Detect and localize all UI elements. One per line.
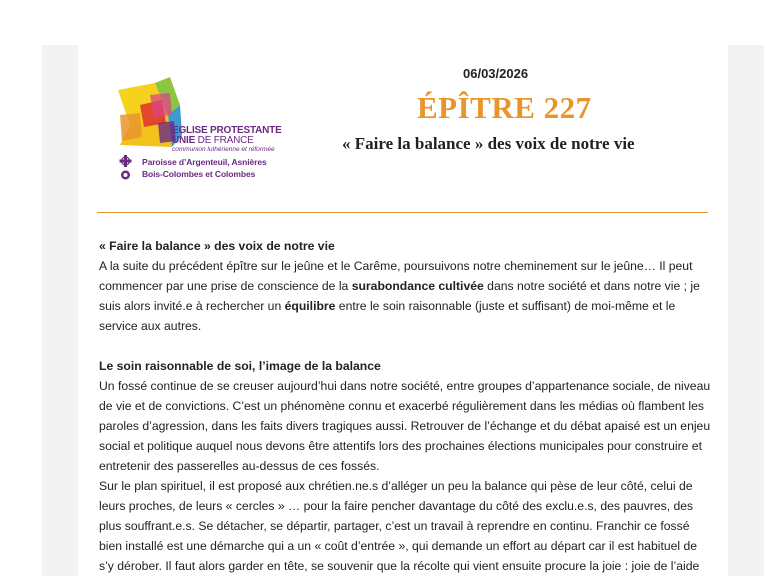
section-heading: « Faire la balance » des voix de notre vie: [99, 239, 335, 253]
logo-line2: UNIE DE FRANCE: [172, 135, 254, 146]
logo-parish-line2: Bois-Colombes et Colombes: [142, 169, 256, 179]
left-margin: [42, 45, 78, 576]
page-title: ÉPÎTRE 227: [417, 90, 592, 125]
section-heading: Le soin raisonnable de soi, l’image de la balance: [99, 359, 381, 373]
paragraph: Un fossé continue de se creuser aujourd’hui dans notre société, entre groupes d’appartenance sociale, de niveau de vie et de convictions. C’est un phénomène connu et exacerbé régulièrement dans les médias où flambent les paroles d’agression, dans les faits divers tragiques aussi. Retrouver de l’échange et du débat apaisé est un enjeu social et politique auquel nous devons être attentifs lors des prochaines élections municipales pour construire et entretenir des passerelles au-dessus de ces fossés.: [99, 379, 711, 473]
paragraph: A la suite du précédent épître sur le jeûne et le Carême, poursuivons notre cheminement sur le jeûne… Il peut commencer par une prise de conscience de la surabondance cultivée dans notre société et dans notre vie ; je suis alors invité.e à rechercher un équilibre entre le soin raisonnable (juste et suffisant) de moi-même et le service aux autres.: [99, 259, 700, 333]
header-divider: [97, 212, 708, 213]
logo-line1: EGLISE PROTESTANTE: [172, 125, 282, 136]
issue-date: 06/03/2026: [463, 66, 529, 81]
article-body: [99, 236, 711, 576]
logo-tagline: communion luthérienne et réformée: [172, 146, 275, 153]
paragraph: Sur le plan spirituel, il est proposé aux chrétien.ne.s d’alléger un peu la balance qui pèse de leur côté, celui de leurs proches, de leurs « cercles » … pour la faire pencher davantage du côté des exclu.e.s, des pauvres, des plus souffrant.e.s. Se détacher, se départir, partager, c’est un travail à reprendre en continu. Franchir ce fossé bien installé est une démarche qui a un « coût d’entrée », qui demande un effort au départ car il est habituel de s’y dérober. Il faut alors garder en tête, se souvenir que la récolte qui vient ensuite procure la joie : joie de l’aide: [99, 479, 700, 573]
cross-icon: [120, 155, 132, 167]
logo-parish-line1: Paroisse d’Argenteuil, Asnières: [142, 157, 267, 167]
right-margin: [728, 45, 764, 576]
rose-icon: [121, 171, 130, 180]
page-subtitle: « Faire la balance » des voix de notre vie: [342, 134, 635, 153]
